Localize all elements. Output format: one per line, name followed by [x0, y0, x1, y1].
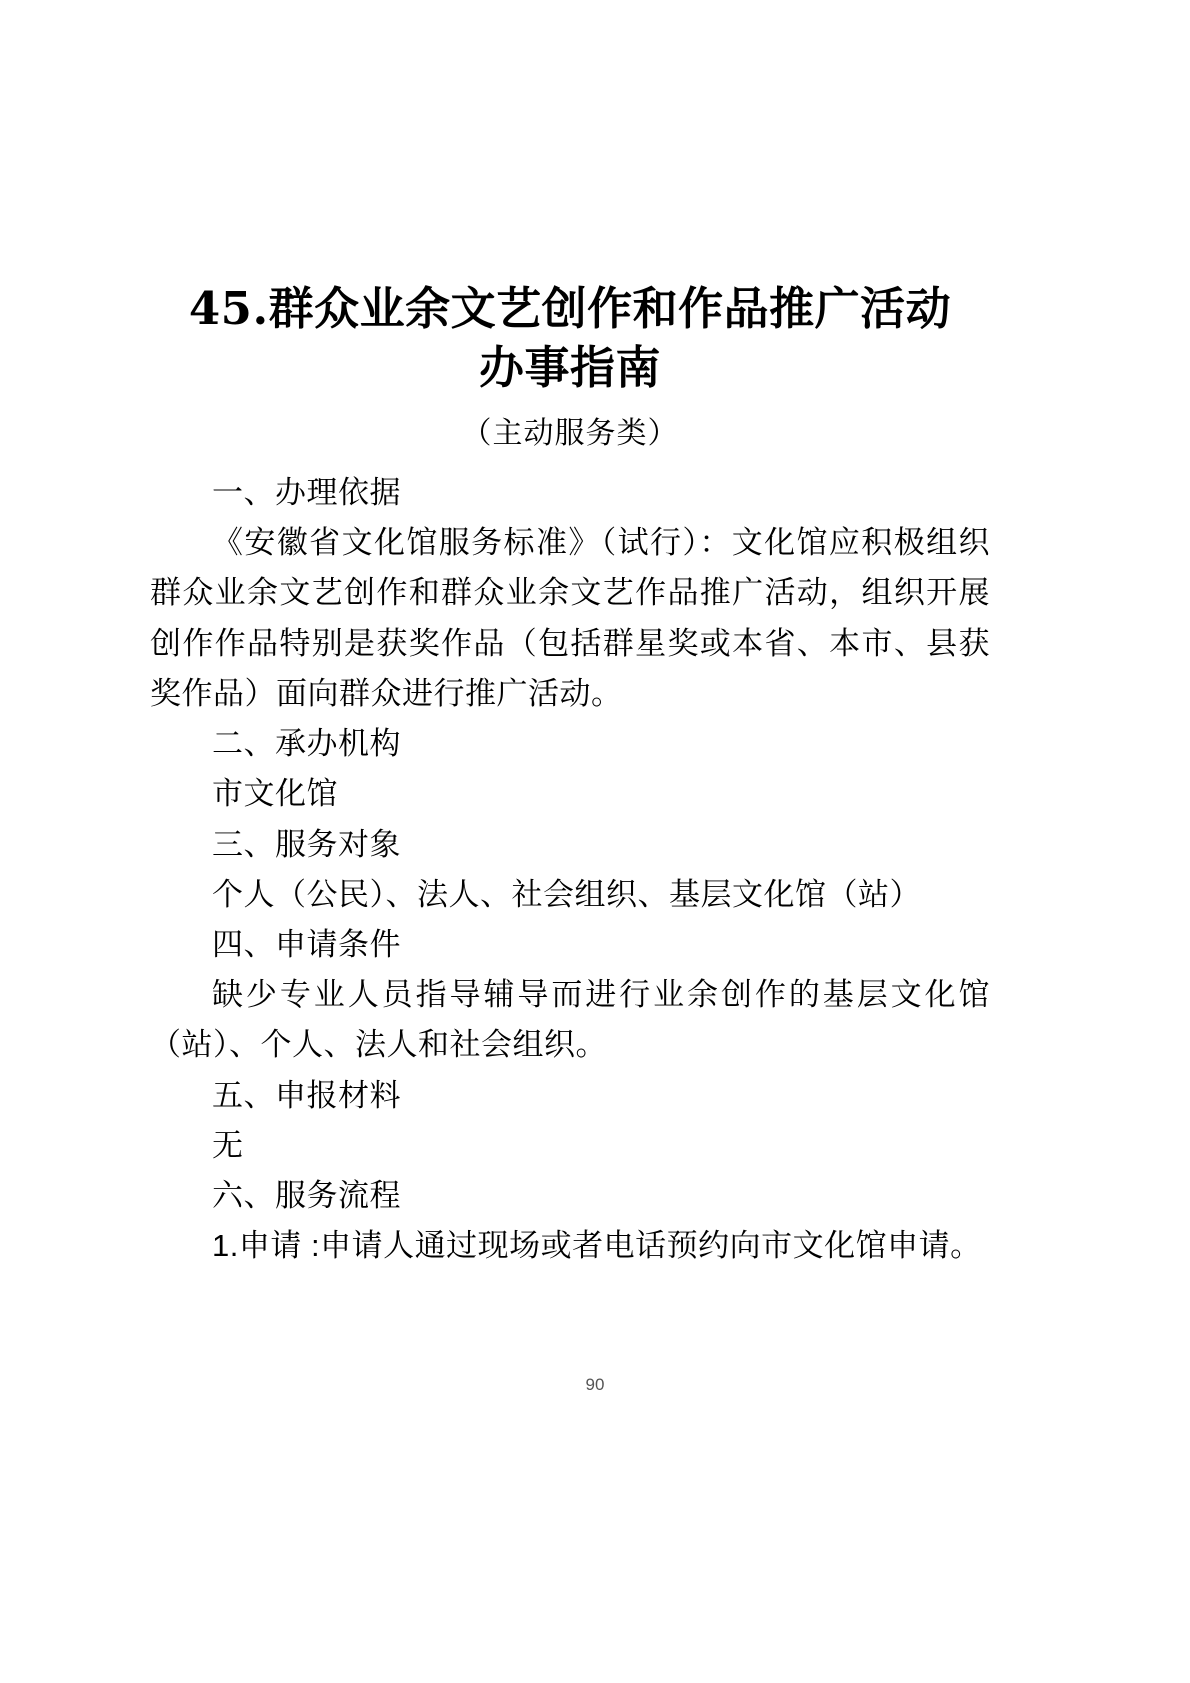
document-subtitle: （主动服务类）	[461, 417, 679, 450]
section-body-2: 市文化馆	[212, 776, 338, 812]
section-heading-5: 五、申报材料	[212, 1077, 401, 1113]
document-content	[150, 280, 990, 1272]
section-heading-6: 六、服务流程	[212, 1178, 401, 1214]
section-body-3: 个人（公民）、法人、社会组织、基层文化馆（站）	[212, 876, 921, 912]
section-heading-1: 一、办理依据	[212, 475, 401, 510]
section-body-6: 1.申请 :申请人通过现场或者电话预约向市文化馆申请。	[212, 1228, 982, 1264]
page-title: 45.群众业余文艺创作和作品推广活动办事指南	[188, 282, 952, 394]
page-number: 90	[585, 1375, 605, 1394]
section-body-1: 《安徽省文化馆服务标准》（试行）：文化馆应积极组织群众业余文艺创作和群众业余文艺作品推广活动，组织开展创作作品特别是获奖作品（包括群星奖或本省、本市、县获奖作品）面向群众进行推广活动。	[150, 525, 990, 711]
section-heading-3: 三、服务对象	[212, 826, 401, 862]
section-heading-2: 二、承办机构	[212, 726, 401, 762]
section-heading-4: 四、申请条件	[212, 926, 401, 962]
section-body-4: 缺少专业人员指导辅导而进行业余创作的基层文化馆（站）、个人、法人和社会组织。	[150, 977, 990, 1063]
section-body-5: 无	[212, 1127, 244, 1163]
